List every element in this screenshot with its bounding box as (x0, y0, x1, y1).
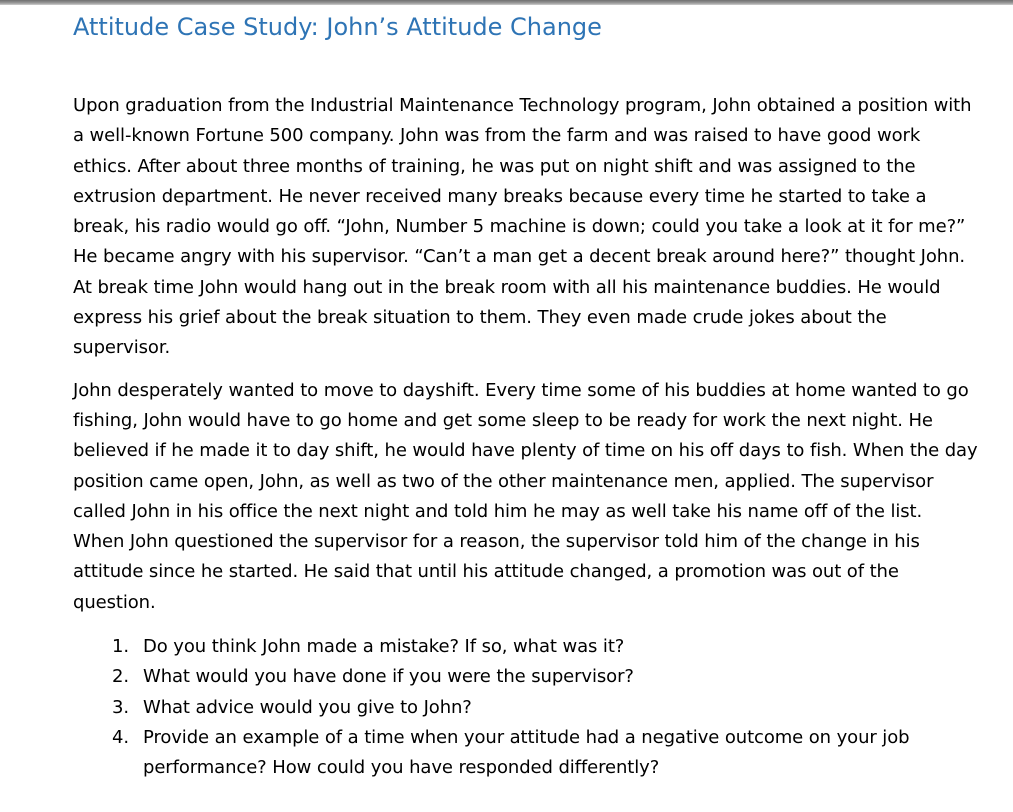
document-page (73, 10, 978, 784)
question-text: What advice would you give to John? (143, 696, 472, 718)
question-item-1 (73, 632, 978, 662)
question-number: 3. (112, 696, 129, 718)
question-number: 1. (112, 636, 129, 658)
page-top-rule (0, 0, 1013, 5)
question-text: Provide an example of a time when your attitude had a negative outcome on your job performance? How could you have responded differently? (143, 726, 910, 779)
question-item-4 (73, 723, 978, 784)
document-title: Attitude Case Study: John’s Attitude Change (73, 13, 602, 41)
question-text: What would you have done if you were the supervisor? (143, 666, 634, 688)
question-number: 2. (112, 666, 129, 688)
question-list (73, 632, 978, 783)
question-number: 4. (112, 726, 129, 748)
question-text: Do you think John made a mistake? If so, what was it? (143, 636, 625, 658)
question-item-2 (73, 662, 978, 692)
question-item-3 (73, 693, 978, 723)
paragraph-1: Upon graduation from the Industrial Maintenance Technology program, John obtained a position with a well-known Fortune 500 company. John was from the farm and was raised to have good work ethics. After about three months of training, he was put on night shift and was assigned to the extrusion department. He never received many breaks because every time he started to take a break, his radio would go off. “John, Number 5 machine is down; could you take a look at it for me?” He became angry with his supervisor. “Can’t a man get a decent break around here?” thought John. At break time John would hang out in the break room with all his maintenance buddies. He would express his grief about the break situation to them. They even made crude jokes about the supervisor. (73, 95, 972, 359)
paragraph-2: John desperately wanted to move to dayshift. Every time some of his buddies at home wanted to go fishing, John would have to go home and get some sleep to be ready for work the next night. He believed if he made it to day shift, he would have plenty of time on his off days to fish. When the day position came open, John, as well as two of the other maintenance men, applied. The supervisor called John in his office the next night and told him he may as well take his name off of the list. When John questioned the supervisor for a reason, the supervisor told him of the change in his attitude since he started. He said that until his attitude changed, a promotion was out of the question. (73, 379, 978, 613)
